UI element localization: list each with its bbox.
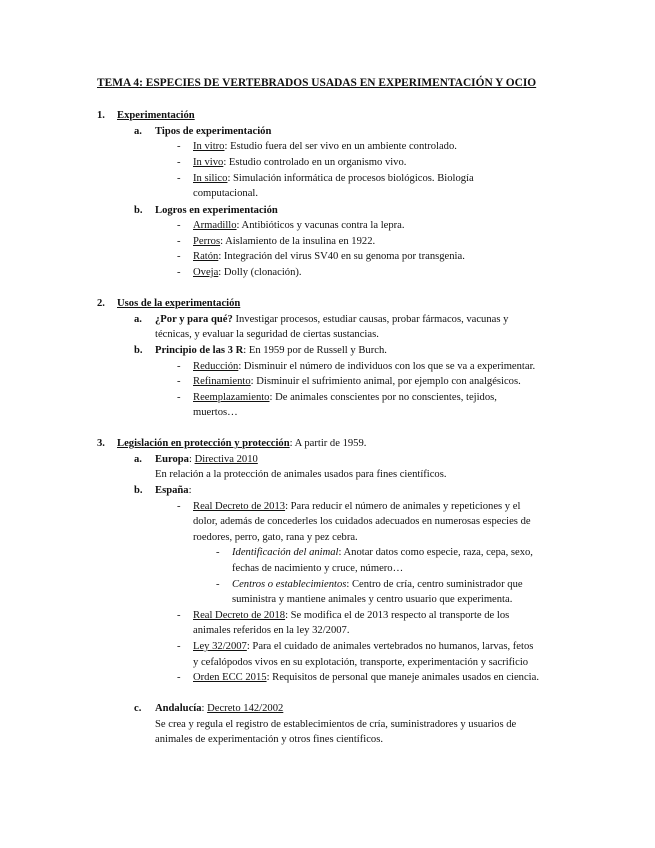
list-item — [193, 155, 406, 171]
list-item — [193, 608, 509, 624]
bullet-dash: - — [177, 376, 181, 387]
section-3b-heading: España — [155, 485, 189, 496]
item-term: Armadillo — [193, 220, 237, 231]
section-3c-heading: Andalucía — [155, 703, 202, 714]
decreto-link: Decreto 142/2002 — [207, 703, 284, 714]
sub-item-text: : Anotar datos como especie, raza, cepa, sexo, — [338, 547, 533, 558]
item-text: : Disminuir el sufrimiento animal, por ejemplo con analgésicos. — [250, 376, 521, 387]
list-item — [193, 670, 539, 686]
item-continuation: computacional. — [193, 188, 259, 199]
list-item — [193, 639, 533, 655]
sub-item-continuation: fechas de nacimiento y cruce, número… — [232, 563, 404, 574]
bullet-dash: - — [177, 173, 181, 184]
section-3a-line — [155, 452, 258, 468]
item-term: Orden ECC 2015 — [193, 672, 267, 683]
item-text: : Estudio fuera del ser vivo en un ambiente controlado. — [224, 141, 457, 152]
bullet-dash: - — [177, 267, 181, 278]
bullet-dash: - — [177, 672, 181, 683]
section-3-text: : A partir de 1959. — [289, 438, 367, 449]
section-3a-text: En relación a la protección de animales usados para fines científicos. — [155, 469, 447, 480]
item-text: : Aislamiento de la insulina en 1922. — [220, 236, 376, 247]
section-2a-letter: a. — [134, 314, 142, 325]
item-text: : Para el cuidado de animales vertebrados no humanos, larvas, fetos — [246, 641, 534, 652]
item-term: Real Decreto de 2013 — [193, 501, 286, 512]
bullet-dash: - — [177, 392, 181, 403]
section-3b-letter: b. — [134, 485, 143, 496]
list-item — [193, 234, 375, 250]
item-text: : Estudio controlado en un organismo vivo. — [223, 157, 407, 168]
item-continuation: dolor, además de concederles los cuidados adecuados en numerosas especies de — [193, 516, 531, 527]
sub-list-item — [232, 577, 523, 593]
item-term: In silico — [193, 173, 228, 184]
item-text: : Dolly (clonación). — [218, 267, 302, 278]
bullet-dash: - — [177, 641, 181, 652]
item-text: : Se modifica el de 2013 respecto al transporte de los — [285, 610, 510, 621]
item-text: : Para reducir el número de animales y repeticiones y el — [285, 501, 521, 512]
section-3a-letter: a. — [134, 454, 142, 465]
section-2b-line — [155, 343, 387, 359]
item-text: : Antibióticos y vacunas contra la lepra. — [236, 220, 405, 231]
bullet-dash: - — [177, 251, 181, 262]
section-3a-heading: Europa — [155, 454, 189, 465]
section-2b-heading: Principio de las 3 R — [155, 345, 244, 356]
list-item — [193, 499, 520, 515]
list-item — [193, 265, 302, 281]
bullet-dash: - — [177, 141, 181, 152]
bullet-dash: - — [177, 157, 181, 168]
sub-item-text: : Centro de cría, centro suministrador que — [346, 579, 523, 590]
bullet-dash: - — [177, 610, 181, 621]
section-2-heading: Usos de la experimentación — [117, 298, 241, 309]
list-item — [193, 374, 521, 390]
sub-list-item — [232, 545, 533, 561]
list-item — [193, 171, 474, 187]
section-3c-letter: c. — [134, 703, 142, 714]
section-3c-text: animales de experimentación y otros fines científicos. — [155, 734, 383, 745]
item-continuation: animales referidos en la ley 32/2007. — [193, 625, 350, 636]
item-continuation: roedores, perro, gato, rana y pez cebra. — [193, 532, 358, 543]
section-3a-sep: : — [188, 454, 195, 465]
sub-item-term: Identificación del animal — [232, 547, 339, 558]
section-3b-line — [155, 483, 192, 499]
list-item — [193, 390, 497, 406]
item-term: Real Decreto de 2018 — [193, 610, 286, 621]
item-continuation: muertos… — [193, 407, 238, 418]
sub-item-term: Centros o establecimientos — [232, 579, 347, 590]
section-2a-heading: ¿Por y para qué? — [155, 314, 233, 325]
section-3c-sep: : — [201, 703, 208, 714]
section-3c-line — [155, 701, 283, 717]
item-text: : De animales conscientes por no conscientes, tejidos, — [269, 392, 497, 403]
sub-bullet-dash: - — [216, 547, 220, 558]
bullet-dash: - — [177, 220, 181, 231]
section-2a-line — [155, 312, 508, 328]
sub-item-continuation: suministra y mantiene animales y centro usuario que experimenta. — [232, 594, 513, 605]
section-2b-letter: b. — [134, 345, 143, 356]
item-continuation: y cefalópodos vivos en su explotación, transporte, experimentación y sacrificio — [193, 657, 529, 668]
section-2a-text: Investigar procesos, estudiar causas, probar fármacos, vacunas y — [232, 314, 509, 325]
list-item — [193, 249, 465, 265]
section-2b-text: : En 1959 por de Russell y Burch. — [243, 345, 387, 356]
bullet-dash: - — [177, 501, 181, 512]
section-1b-letter: b. — [134, 205, 143, 216]
sub-bullet-dash: - — [216, 579, 220, 590]
bullet-dash: - — [177, 236, 181, 247]
item-text: : Integración del virus SV40 en su genoma por transgenia. — [218, 251, 465, 262]
list-item — [193, 218, 405, 234]
section-1-heading: Experimentación — [117, 110, 195, 121]
section-3b-sep: : — [188, 485, 192, 496]
item-term: Oveja — [193, 267, 219, 278]
document-title: TEMA 4: ESPECIES DE VERTEBRADOS USADAS EN EXPERIMENTACIÓN Y OCIO — [97, 77, 537, 89]
item-term: Perros — [193, 236, 221, 247]
item-term: Ratón — [193, 251, 219, 262]
item-term: Refinamiento — [193, 376, 251, 387]
item-term: In vivo — [193, 157, 224, 168]
item-term: Reducción — [193, 361, 239, 372]
section-3c-text: Se crea y regula el registro de establecimientos de cría, suministradores y usuarios de — [155, 719, 517, 730]
list-item — [193, 359, 535, 375]
section-1a-heading: Tipos de experimentación — [155, 126, 272, 137]
section-1b-heading: Logros en experimentación — [155, 205, 278, 216]
section-2a-continuation: técnicas, y evaluar la seguridad de ciertas sustancias. — [155, 329, 379, 340]
item-text: : Requisitos de personal que maneje animales usados en ciencia. — [266, 672, 539, 683]
directiva-link: Directiva 2010 — [194, 454, 258, 465]
section-2-number: 2. — [97, 298, 105, 309]
item-term: In vitro — [193, 141, 225, 152]
item-text: : Disminuir el número de individuos con los que se va a experimentar. — [238, 361, 536, 372]
item-text: : Simulación informática de procesos biológicos. Biología — [227, 173, 474, 184]
item-term: Reemplazamiento — [193, 392, 270, 403]
item-term: Ley 32/2007 — [193, 641, 247, 652]
list-item — [193, 139, 457, 155]
section-3-line — [117, 436, 366, 452]
section-1a-letter: a. — [134, 126, 142, 137]
bullet-dash: - — [177, 361, 181, 372]
section-3-number: 3. — [97, 438, 105, 449]
section-3-heading: Legislación en protección y protección — [117, 438, 290, 449]
section-1-number: 1. — [97, 110, 105, 121]
